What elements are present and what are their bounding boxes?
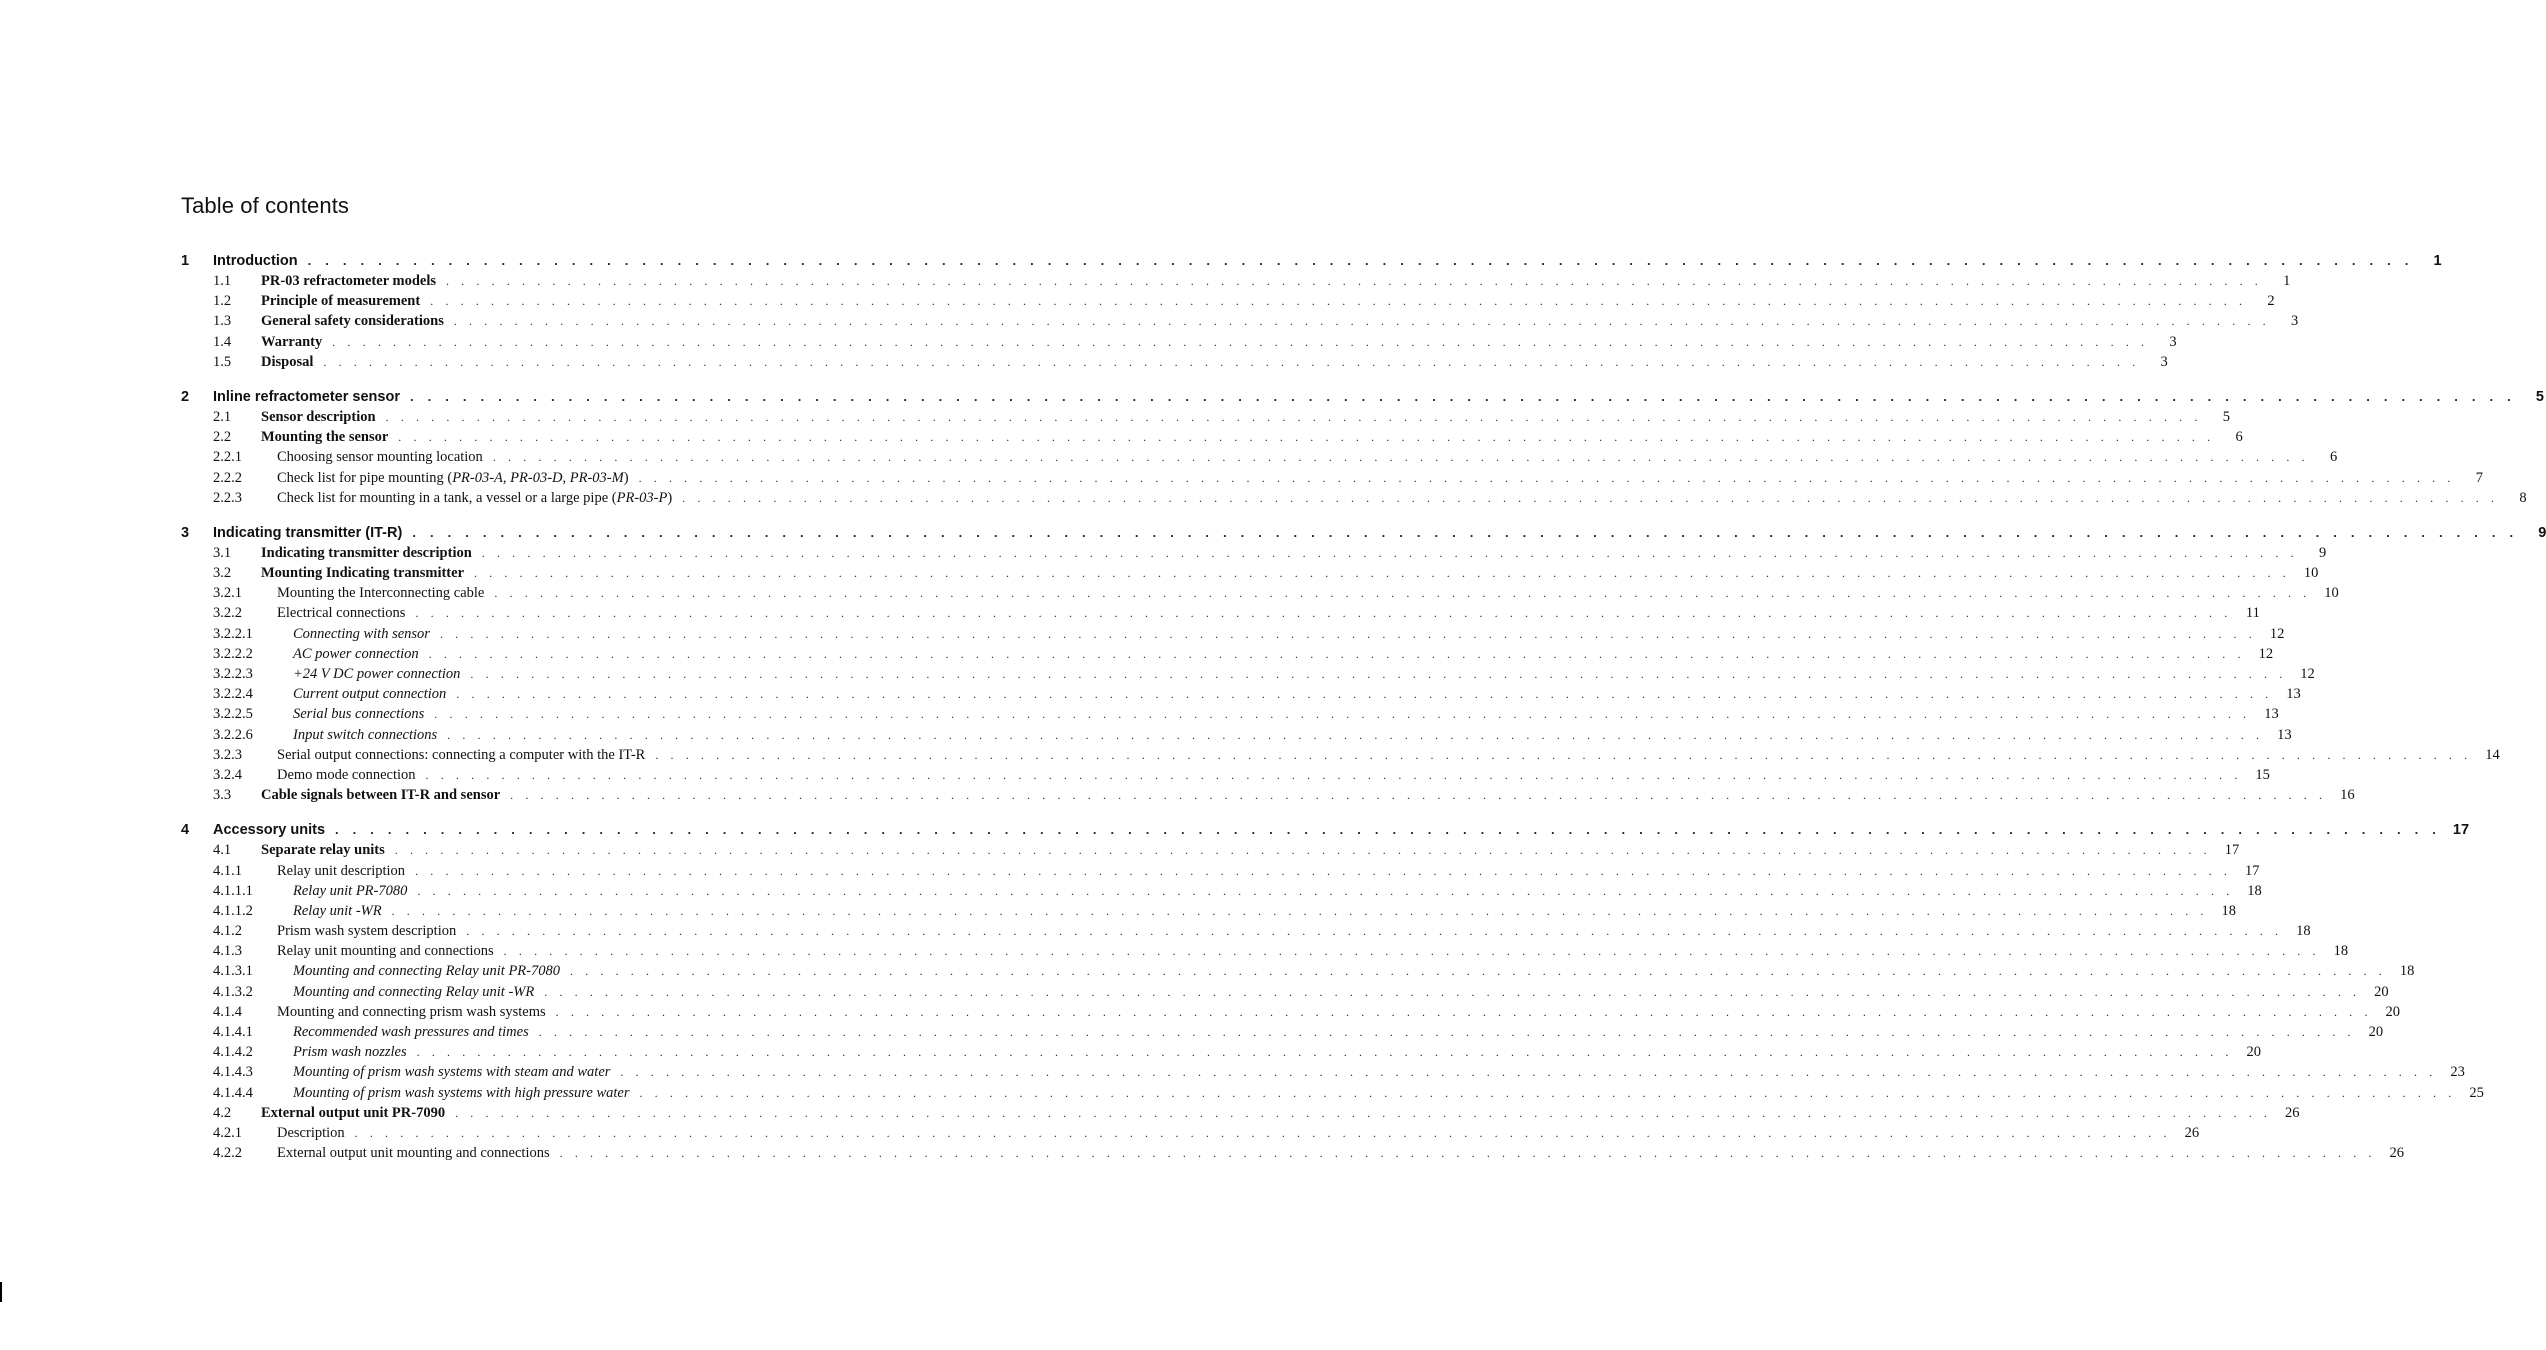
dot-leader: . . . . . . . . . . . . . . . . . . . . . . . . . . . . . . . . . . . . . . . . . . . . . . . . . . . . . . . . . . . . . . . . . . . . . . . . . . . . . . . . . . . . . . . . . . . . . . . . . . . . . . . . . . . . . . . . . . . . . . . . [555, 1004, 2373, 1019]
toc-page-number: 5 [2222, 408, 2230, 425]
dot-leader: . . . . . . . . . . . . . . . . . . . . . . . . . . . . . . . . . . . . . . . . . . . . . . . . . . . . . . . . . . . . . . . . . . . . . . . . . . . . . . . . . . . . . . . . . . . . . . . . . . . . . . . . . . . . . . . . . . . . . . . . [354, 1125, 2172, 1140]
toc-entry-number: 4.2.2 [213, 1145, 242, 1162]
dot-leader: . . . . . . . . . . . . . . . . . . . . . . . . . . . . . . . . . . . . . . . . . . . . . . . . . . . . . . . . . . . . . . . . . . . . . . . . . . . . . . . . . . . . . . . . . . . . . . . . . . . . . . . . . . . . . . . . . . . . . . . . [385, 409, 2202, 424]
toc-entry-title: Mounting the Interconnecting cable [277, 585, 485, 602]
toc-chapter-row[interactable] [181, 819, 2470, 840]
dot-leader: . . . . . . . . . . . . . . . . . . . . . . . . . . . . . . . . . . . . . . . . . . . . . . . . . . . . . . . . . . . . . . . . . . . . . . . . . . . . . . . . . . . . . . . . . . . . . . . . . . . . . . . . . . . . . . . . . . . . . . . . [481, 545, 2299, 560]
toc-page-number: 14 [2485, 746, 2500, 763]
toc-entry-title: Relay unit mounting and connections [277, 943, 494, 960]
toc-entry-row[interactable] [181, 961, 2415, 981]
toc-entry-title: External output unit PR-7090 [261, 1104, 446, 1121]
toc-entry-title: External output unit mounting and connections [277, 1145, 550, 1162]
toc-page-number: 10 [2324, 585, 2339, 602]
toc-page-number: 6 [2235, 429, 2243, 446]
toc-entry-number: 4.1.4.2 [213, 1044, 253, 1061]
toc-page-number: 6 [2329, 449, 2338, 466]
toc-entry-row[interactable] [181, 901, 2236, 921]
toc-entry-title: Serial bus connections [293, 706, 425, 723]
toc-page-number: 13 [2264, 706, 2279, 723]
dot-leader: . . . . . . . . . . . . . . . . . . . . . . . . . . . . . . . . . . . . . . . . . . . . . . . . . . . . . . . . . . . . . . . . . . . . . . . . . . . . . . . . . . . . . . . . . . . . . . . . . . . . . . . . . . . . . . . . . . . . . . . . [417, 883, 2234, 898]
toc-entry-title: Principle of measurement [261, 293, 421, 310]
toc-entry-number: 3.2 [213, 565, 232, 582]
toc-page-number: 25 [2469, 1084, 2484, 1101]
toc-entry-number: 4.1.4.3 [213, 1064, 253, 1081]
toc-entry-row[interactable] [181, 941, 2349, 961]
toc-page-number: 16 [2340, 787, 2355, 804]
toc-entry-title-italic: PR-03-A, PR-03-D, PR-03-M [452, 469, 624, 486]
toc-entry-title: Inline refractometer sensor [213, 388, 400, 405]
toc-page-number: 17 [2244, 862, 2260, 879]
dot-leader: . . . . . . . . . . . . . . . . . . . . . . . . . . . . . . . . . . . . . . . . . . . . . . . . . . . . . . . . . . . . . . . . . . . . . . . . . . . . . . . . . . . . . . . . . . . . . . . . . . . . . . . . . . . . . . . . . . . . . . . . [394, 843, 2212, 858]
toc-page-number: 26 [2389, 1145, 2405, 1162]
toc-entry-number: 3.3 [213, 787, 232, 804]
toc-entry-title-italic: PR-03-P [616, 489, 668, 506]
toc-entry-row[interactable] [181, 624, 2285, 644]
dot-leader: . . . . . . . . . . . . . . . . . . . . . . . . . . . . . . . . . . . . . . . . . . . . . . . . . . . . . . . . . . . . . . . . . . . . . . . . . . . . . . . . . . . . . . . . . . . . . . . . . . . . . . . . . . . . . . . . . . . . . . . . [456, 687, 2273, 702]
toc-entry-title-text: Check list for pipe mounting ( [277, 469, 453, 486]
toc-entry-title: Description [277, 1124, 345, 1141]
toc-page-number: 11 [2245, 605, 2260, 622]
toc-entry-number: 4.1.3 [213, 943, 242, 960]
dot-leader: . . . . . . . . . . . . . . . . . . . . . . . . . . . . . . . . . . . . . . . . . . . . . . . . . . . . . . . . . . . . . . . . . . . . . . . . . . . . . . . . . . . . . . . . . . . . . . . . . . . . . . . . . . . . . . . . . . . . . . . . [538, 1025, 2356, 1039]
toc-page-number: 3 [2291, 313, 2299, 330]
toc-entry-row[interactable] [181, 1083, 2484, 1103]
toc-entry-number: 4.2 [213, 1104, 232, 1121]
toc-entry-title-text: ) [623, 469, 629, 486]
toc-entry-title: Indicating transmitter description [261, 544, 472, 561]
dot-leader: . . . . . . . . . . . . . . . . . . . . . . . . . . . . . . . . . . . . . . . . . . . . . . . . . . . . . . . . . . . . . . . . . . . . . . . . . . . . . . . . . . . . . . . . . . . . . . . . . . . . . . . . . . . . . . . . . . . . . . . . [503, 944, 2321, 959]
dot-leader: . . . . . . . . . . . . . . . . . . . . . . . . . . . . . . . . . . . . . . . . . . . . . . . . . . . . . . . . . . . . . . . . . . . . . . . . . . . . . . . . . . . . . . . . . . . . . . . . . . . . . . . . . . . . . . . . . . . . . . . . [409, 388, 2516, 404]
toc-page-number: 20 [2374, 983, 2389, 1000]
toc-page-number: 26 [2184, 1124, 2200, 1141]
toc-entry-row[interactable] [181, 352, 2168, 372]
toc-entry-number: 4 [181, 822, 190, 839]
toc-entry-row[interactable] [181, 745, 2500, 765]
toc-entry-title: Cable signals between IT-R and sensor [261, 787, 501, 804]
toc-entry-number: 2 [181, 388, 190, 405]
toc-entry-row[interactable] [181, 447, 2338, 467]
dot-leader: . . . . . . . . . . . . . . . . . . . . . . . . . . . . . . . . . . . . . . . . . . . . . . . . . . . . . . . . . . . . . . . . . . . . . . . . . . . . . . . . . . . . . . . . . . . . . . . . . . . . . . . . . . . . . . . . . . . . . . . . [430, 294, 2247, 309]
toc-entry-row[interactable] [181, 704, 2279, 724]
toc-entry-title: Mounting of prism wash systems with high pressure water [293, 1084, 630, 1101]
dot-leader: . . . . . . . . . . . . . . . . . . . . . . . . . . . . . . . . . . . . . . . . . . . . . . . . . . . . . . . . . . . . . . . . . . . . . . . . . . . . . . . . . . . . . . . . . . . . . . . . . . . . . . . . . . . . . . . . . . . . . . . . [682, 490, 2499, 505]
toc-entry-title [277, 468, 629, 488]
toc-entry-row[interactable] [181, 725, 2292, 745]
toc-page-number: 8 [2519, 489, 2527, 506]
table-of-contents [181, 250, 2546, 1177]
toc-entry-title: General safety considerations [261, 313, 444, 330]
toc-entry-title: Prism wash nozzles [293, 1044, 407, 1061]
toc-entry-number: 4.1.2 [213, 923, 242, 940]
toc-entry-title: Relay unit description [277, 862, 406, 879]
toc-entry-row[interactable] [181, 407, 2230, 427]
toc-entry-number: 4.1.3.2 [213, 983, 253, 1000]
toc-entry-number: 1.1 [213, 273, 232, 289]
toc-entry-row[interactable] [181, 921, 2311, 941]
dot-leader: . . . . . . . . . . . . . . . . . . . . . . . . . . . . . . . . . . . . . . . . . . . . . . . . . . . . . . . . . . . . . . . . . . . . . . . . . . . . . . . . . . . . . . . . . . . . . . . . . . . . . . . . . . . . . . . . . . . . . . . . [398, 430, 2215, 445]
toc-entry-row[interactable] [181, 1143, 2405, 1163]
toc-entry-title: Indicating transmitter (IT-R) [213, 524, 403, 541]
dot-leader: . . . . . . . . . . . . . . . . . . . . . . . . . . . . . . . . . . . . . . . . . . . . . . . . . . . . . . . . . . . . . . . . . . . . . . . . . . . . . . . . . . . . . . . . . . . . . . . . . . . . . . . . . . . . . . . . . . . . . . . . [307, 253, 2414, 268]
dot-leader: . . . . . . . . . . . . . . . . . . . . . . . . . . . . . . . . . . . . . . . . . . . . . . . . . . . . . . . . . . . . . . . . . . . . . . . . . . . . . . . . . . . . . . . . . . . . . . . . . . . . . . . . . . . . . . . . . . . . . . . . [466, 924, 2283, 939]
toc-entry-title: PR-03 refractometer models [261, 273, 436, 289]
toc-entry-number: 1.4 [213, 333, 232, 350]
toc-entry-number: 4.1.1.1 [213, 882, 253, 899]
toc-entry-title: Disposal [261, 353, 314, 370]
toc-entry-row[interactable] [181, 765, 2270, 785]
toc-chapter-block [181, 250, 2442, 372]
toc-chapter-row[interactable] [181, 386, 2544, 407]
dot-leader: . . . . . . . . . . . . . . . . . . . . . . . . . . . . . . . . . . . . . . . . . . . . . . . . . . . . . . . . . . . . . . . . . . . . . . . . . . . . . . . . . . . . . . . . . . . . . . . . . . . . . . . . . . . . . . . . . . . . . . . . [323, 354, 2140, 369]
toc-page-number: 20 [2368, 1024, 2384, 1040]
toc-entry-number: 3.2.2.5 [213, 706, 253, 723]
toc-entry-title-text: ) [667, 489, 673, 506]
toc-entry-number: 4.1.4 [213, 1003, 242, 1020]
dot-leader: . . . . . . . . . . . . . . . . . . . . . . . . . . . . . . . . . . . . . . . . . . . . . . . . . . . . . . . . . . . . . . . . . . . . . . . . . . . . . . . . . . . . . . . . . . . . . . . . . . . . . . . . . . . . . . . . . . . . . . . . [559, 1146, 2377, 1161]
toc-entry-title: Mounting and connecting Relay unit PR-7080 [293, 963, 560, 980]
toc-entry-row[interactable] [181, 468, 2483, 488]
dot-leader: . . . . . . . . . . . . . . . . . . . . . . . . . . . . . . . . . . . . . . . . . . . . . . . . . . . . . . . . . . . . . . . . . . . . . . . . . . . . . . . . . . . . . . . . . . . . . . . . . . . . . . . . . . . . . . . . . . . . . . . . [492, 450, 2310, 465]
toc-entry-title: Electrical connections [277, 605, 406, 622]
toc-entry-title-text: Check list for mounting in a tank, a vessel or a large pipe ( [277, 489, 617, 506]
toc-page-number: 23 [2450, 1064, 2465, 1081]
toc-entry-number: 4.1.4.1 [213, 1024, 253, 1040]
toc-entry-row[interactable] [181, 1103, 2300, 1123]
toc-entry-row[interactable] [181, 785, 2355, 805]
dot-leader: . . . . . . . . . . . . . . . . . . . . . . . . . . . . . . . . . . . . . . . . . . . . . . . . . . . . . . . . . . . . . . . . . . . . . . . . . . . . . . . . . . . . . . . . . . . . . . . . . . . . . . . . . . . . . . . . . . . . . . . . [494, 586, 2311, 601]
toc-entry-number: 2.1 [213, 408, 232, 425]
dot-leader: . . . . . . . . . . . . . . . . . . . . . . . . . . . . . . . . . . . . . . . . . . . . . . . . . . . . . . . . . . . . . . . . . . . . . . . . . . . . . . . . . . . . . . . . . . . . . . . . . . . . . . . . . . . . . . . . . . . . . . . . [510, 788, 2327, 803]
toc-page-number: 10 [2303, 565, 2319, 582]
dot-leader: . . . . . . . . . . . . . . . . . . . . . . . . . . . . . . . . . . . . . . . . . . . . . . . . . . . . . . . . . . . . . . . . . . . . . . . . . . . . . . . . . . . . . . . . . . . . . . . . . . . . . . . . . . . . . . . . . . . . . . . . [434, 707, 2251, 722]
toc-entry-row[interactable] [181, 1002, 2401, 1022]
toc-entry-number: 3.2.2.2 [213, 645, 253, 662]
toc-page-number: 18 [2221, 902, 2236, 919]
toc-entry-row[interactable] [181, 644, 2274, 664]
toc-entry-number: 3.2.2 [213, 605, 242, 622]
toc-entry-number: 4.1 [213, 842, 232, 859]
toc-entry-number: 3.2.3 [213, 746, 242, 763]
toc-page-number: 18 [2333, 943, 2349, 960]
toc-page-number: 13 [2286, 686, 2301, 703]
dot-leader: . . . . . . . . . . . . . . . . . . . . . . . . . . . . . . . . . . . . . . . . . . . . . . . . . . . . . . . . . . . . . . . . . . . . . . . . . . . . . . . . . . . . . . . . . . . . . . . . . . . . . . . . . . . . . . . . . . . . . . . . [416, 1045, 2234, 1060]
toc-page-number: 3 [2160, 353, 2168, 370]
toc-page-number: 20 [2385, 1003, 2401, 1020]
toc-entry-row[interactable] [181, 488, 2527, 508]
toc-entry-number: 2.2.3 [213, 489, 242, 506]
toc-chapter-block [181, 522, 2546, 805]
toc-entry-number: 1 [181, 253, 190, 269]
dot-leader: . . . . . . . . . . . . . . . . . . . . . . . . . . . . . . . . . . . . . . . . . . . . . . . . . . . . . . . . . . . . . . . . . . . . . . . . . . . . . . . . . . . . . . . . . . . . . . . . . . . . . . . . . . . . . . . . . . . . . . . . [447, 727, 2264, 742]
toc-entry-number: 2.2.2 [213, 469, 242, 486]
toc-entry-row[interactable] [181, 684, 2301, 704]
toc-entry-row[interactable] [181, 664, 2315, 684]
toc-chapter-block [181, 819, 2484, 1163]
toc-page-number: 18 [2399, 963, 2415, 980]
toc-entry-number: 3.1 [213, 544, 232, 561]
dot-leader: . . . . . . . . . . . . . . . . . . . . . . . . . . . . . . . . . . . . . . . . . . . . . . . . . . . . . . . . . . . . . . . . . . . . . . . . . . . . . . . . . . . . . . . . . . . . . . . . . . . . . . . . . . . . . . . . . . . . . . . . [335, 822, 2442, 838]
margin-mark [0, 1282, 2, 1302]
toc-entry-title: Recommended wash pressures and times [293, 1024, 529, 1040]
toc-page-number: 1 [2283, 273, 2291, 289]
toc-entry-row[interactable] [181, 840, 2240, 860]
toc-entry-number: 3.2.2.3 [213, 666, 253, 682]
toc-entry-number: 4.1.1.2 [213, 902, 253, 919]
dot-leader: . . . . . . . . . . . . . . . . . . . . . . . . . . . . . . . . . . . . . . . . . . . . . . . . . . . . . . . . . . . . . . . . . . . . . . . . . . . . . . . . . . . . . . . . . . . . . . . . . . . . . . . . . . . . . . . . . . . . . . . . [544, 984, 2361, 999]
toc-page-number: 2 [2267, 293, 2275, 310]
toc-entry-title: Connecting with sensor [293, 625, 430, 642]
toc-entry-number: 4.1.4.4 [213, 1084, 253, 1101]
toc-entry-title: Accessory units [213, 822, 326, 839]
toc-entry-title: +24 V DC power connection [293, 666, 461, 682]
toc-entry-row[interactable] [181, 881, 2262, 901]
dot-leader: . . . . . . . . . . . . . . . . . . . . . . . . . . . . . . . . . . . . . . . . . . . . . . . . . . . . . . . . . . . . . . . . . . . . . . . . . . . . . . . . . . . . . . . . . . . . . . . . . . . . . . . . . . . . . . . . . . . . . . . . [639, 1085, 2456, 1100]
toc-page-number: 15 [2255, 766, 2270, 783]
toc-entry-row[interactable] [181, 1042, 2262, 1062]
toc-entry-row[interactable] [181, 563, 2319, 583]
toc-entry-row[interactable] [181, 332, 2177, 352]
toc-entry-number: 3.2.1 [213, 585, 242, 602]
toc-entry-number: 1.2 [213, 293, 232, 310]
toc-page-number: 3 [2169, 333, 2177, 350]
toc-entry-number: 3.2.2.1 [213, 625, 253, 642]
toc-page-number: 17 [2224, 842, 2240, 859]
dot-leader: . . . . . . . . . . . . . . . . . . . . . . . . . . . . . . . . . . . . . . . . . . . . . . . . . . . . . . . . . . . . . . . . . . . . . . . . . . . . . . . . . . . . . . . . . . . . . . . . . . . . . . . . . . . . . . . . . . . . . . . . [638, 470, 2455, 485]
dot-leader: . . . . . . . . . . . . . . . . . . . . . . . . . . . . . . . . . . . . . . . . . . . . . . . . . . . . . . . . . . . . . . . . . . . . . . . . . . . . . . . . . . . . . . . . . . . . . . . . . . . . . . . . . . . . . . . . . . . . . . . . [439, 626, 2257, 641]
toc-page-number: 1 [2433, 253, 2442, 269]
dot-leader: . . . . . . . . . . . . . . . . . . . . . . . . . . . . . . . . . . . . . . . . . . . . . . . . . . . . . . . . . . . . . . . . . . . . . . . . . . . . . . . . . . . . . . . . . . . . . . . . . . . . . . . . . . . . . . . . . . . . . . . . [655, 747, 2472, 762]
toc-entry-row[interactable] [181, 583, 2339, 603]
toc-page-number: 18 [2296, 923, 2311, 940]
toc-page-number: 17 [2452, 822, 2470, 839]
toc-entry-row[interactable] [181, 291, 2275, 311]
dot-leader: . . . . . . . . . . . . . . . . . . . . . . . . . . . . . . . . . . . . . . . . . . . . . . . . . . . . . . . . . . . . . . . . . . . . . . . . . . . . . . . . . . . . . . . . . . . . . . . . . . . . . . . . . . . . . . . . . . . . . . . . [569, 964, 2387, 979]
toc-entry-title: Mounting the sensor [261, 429, 389, 446]
toc-page-number: 9 [2318, 544, 2327, 561]
toc-entry-row[interactable] [181, 543, 2327, 563]
toc-entry-title: Choosing sensor mounting location [277, 449, 483, 466]
toc-entry-title: Mounting and connecting Relay unit -WR [293, 983, 535, 1000]
toc-entry-row[interactable] [181, 1062, 2465, 1082]
toc-entry-row[interactable] [181, 271, 2291, 291]
toc-entry-number: 1.5 [213, 353, 232, 370]
toc-entry-title: AC power connection [293, 645, 419, 662]
toc-chapter-row[interactable] [181, 522, 2546, 543]
dot-leader: . . . . . . . . . . . . . . . . . . . . . . . . . . . . . . . . . . . . . . . . . . . . . . . . . . . . . . . . . . . . . . . . . . . . . . . . . . . . . . . . . . . . . . . . . . . . . . . . . . . . . . . . . . . . . . . . . . . . . . . . [428, 646, 2246, 661]
toc-page-number: 12 [2300, 666, 2315, 682]
toc-entry-row[interactable] [181, 427, 2243, 447]
toc-entry-title: Mounting and connecting prism wash systems [277, 1003, 546, 1020]
toc-page-number: 9 [2538, 524, 2546, 541]
toc-entry-number: 3.2.4 [213, 766, 242, 783]
toc-entry-title: Warranty [261, 333, 323, 350]
toc-entry-title: Demo mode connection [277, 766, 416, 783]
toc-entry-title: Relay unit -WR [293, 902, 382, 919]
toc-entry-title: Input switch connections [293, 726, 438, 743]
toc-entry-number: 4.2.1 [213, 1124, 242, 1141]
toc-entry-row[interactable] [181, 982, 2389, 1002]
toc-entry-number: 3 [181, 524, 190, 541]
toc-page-number: 20 [2246, 1044, 2262, 1061]
dot-leader: . . . . . . . . . . . . . . . . . . . . . . . . . . . . . . . . . . . . . . . . . . . . . . . . . . . . . . . . . . . . . . . . . . . . . . . . . . . . . . . . . . . . . . . . . . . . . . . . . . . . . . . . . . . . . . . . . . . . . . . . [474, 566, 2291, 581]
toc-entry-row[interactable] [181, 1022, 2384, 1042]
toc-page-number: 12 [2258, 645, 2274, 662]
toc-entry-row[interactable] [181, 861, 2260, 881]
dot-leader: . . . . . . . . . . . . . . . . . . . . . . . . . . . . . . . . . . . . . . . . . . . . . . . . . . . . . . . . . . . . . . . . . . . . . . . . . . . . . . . . . . . . . . . . . . . . . . . . . . . . . . . . . . . . . . . . . . . . . . . . [332, 334, 2149, 349]
dot-leader: . . . . . . . . . . . . . . . . . . . . . . . . . . . . . . . . . . . . . . . . . . . . . . . . . . . . . . . . . . . . . . . . . . . . . . . . . . . . . . . . . . . . . . . . . . . . . . . . . . . . . . . . . . . . . . . . . . . . . . . . [455, 1105, 2272, 1120]
toc-entry-title: Introduction [213, 253, 298, 269]
dot-leader: . . . . . . . . . . . . . . . . . . . . . . . . . . . . . . . . . . . . . . . . . . . . . . . . . . . . . . . . . . . . . . . . . . . . . . . . . . . . . . . . . . . . . . . . . . . . . . . . . . . . . . . . . . . . . . . . . . . . . . . . [425, 767, 2242, 782]
toc-entry-title: Separate relay units [261, 842, 385, 859]
dot-leader: . . . . . . . . . . . . . . . . . . . . . . . . . . . . . . . . . . . . . . . . . . . . . . . . . . . . . . . . . . . . . . . . . . . . . . . . . . . . . . . . . . . . . . . . . . . . . . . . . . . . . . . . . . . . . . . . . . . . . . . . [391, 903, 2208, 918]
dot-leader: . . . . . . . . . . . . . . . . . . . . . . . . . . . . . . . . . . . . . . . . . . . . . . . . . . . . . . . . . . . . . . . . . . . . . . . . . . . . . . . . . . . . . . . . . . . . . . . . . . . . . . . . . . . . . . . . . . . . . . . . [415, 863, 2232, 878]
toc-page-number: 7 [2475, 469, 2483, 486]
toc-page-number: 13 [2277, 726, 2292, 743]
page-title: Table of contents [181, 193, 350, 218]
dot-leader: . . . . . . . . . . . . . . . . . . . . . . . . . . . . . . . . . . . . . . . . . . . . . . . . . . . . . . . . . . . . . . . . . . . . . . . . . . . . . . . . . . . . . . . . . . . . . . . . . . . . . . . . . . . . . . . . . . . . . . . . [470, 667, 2287, 681]
toc-entry-title: Mounting Indicating transmitter [261, 565, 464, 582]
toc-entry-number: 4.1.1 [213, 862, 242, 879]
toc-page-number: 12 [2269, 625, 2285, 642]
toc-entry-row[interactable] [181, 1123, 2200, 1143]
dot-leader: . . . . . . . . . . . . . . . . . . . . . . . . . . . . . . . . . . . . . . . . . . . . . . . . . . . . . . . . . . . . . . . . . . . . . . . . . . . . . . . . . . . . . . . . . . . . . . . . . . . . . . . . . . . . . . . . . . . . . . . . [620, 1065, 2437, 1080]
toc-entry-title: Sensor description [261, 408, 376, 425]
toc-entry-title: Prism wash system description [277, 923, 457, 940]
toc-entry-row[interactable] [181, 603, 2260, 623]
toc-entry-title: Serial output connections: connecting a computer with the IT-R [277, 746, 646, 763]
dot-leader: . . . . . . . . . . . . . . . . . . . . . . . . . . . . . . . . . . . . . . . . . . . . . . . . . . . . . . . . . . . . . . . . . . . . . . . . . . . . . . . . . . . . . . . . . . . . . . . . . . . . . . . . . . . . . . . . . . . . . . . . [412, 524, 2519, 540]
toc-entry-number: 2.2 [213, 429, 232, 446]
toc-entry-number: 2.2.1 [213, 449, 242, 466]
toc-entry-number: 3.2.2.6 [213, 726, 253, 743]
toc-entry-title: Current output connection [293, 686, 447, 703]
dot-leader: . . . . . . . . . . . . . . . . . . . . . . . . . . . . . . . . . . . . . . . . . . . . . . . . . . . . . . . . . . . . . . . . . . . . . . . . . . . . . . . . . . . . . . . . . . . . . . . . . . . . . . . . . . . . . . . . . . . . . . . . [446, 274, 2263, 288]
toc-entry-title: Relay unit PR-7080 [293, 882, 408, 899]
toc-entry-number: 3.2.2.4 [213, 686, 253, 703]
toc-page-number: 5 [2535, 388, 2544, 405]
toc-chapter-block [181, 386, 2544, 508]
toc-page-number: 18 [2247, 882, 2262, 899]
toc-entry-title: Mounting of prism wash systems with steam and water [293, 1064, 611, 1081]
toc-page-number: 26 [2285, 1104, 2300, 1121]
dot-leader: . . . . . . . . . . . . . . . . . . . . . . . . . . . . . . . . . . . . . . . . . . . . . . . . . . . . . . . . . . . . . . . . . . . . . . . . . . . . . . . . . . . . . . . . . . . . . . . . . . . . . . . . . . . . . . . . . . . . . . . . [415, 606, 2232, 621]
toc-chapter-row[interactable] [181, 250, 2442, 271]
toc-entry-number: 4.1.3.1 [213, 963, 253, 980]
toc-entry-title [277, 488, 672, 508]
dot-leader: . . . . . . . . . . . . . . . . . . . . . . . . . . . . . . . . . . . . . . . . . . . . . . . . . . . . . . . . . . . . . . . . . . . . . . . . . . . . . . . . . . . . . . . . . . . . . . . . . . . . . . . . . . . . . . . . . . . . . . . . [453, 314, 2271, 329]
toc-entry-row[interactable] [181, 311, 2299, 331]
toc-entry-number: 1.3 [213, 313, 232, 330]
